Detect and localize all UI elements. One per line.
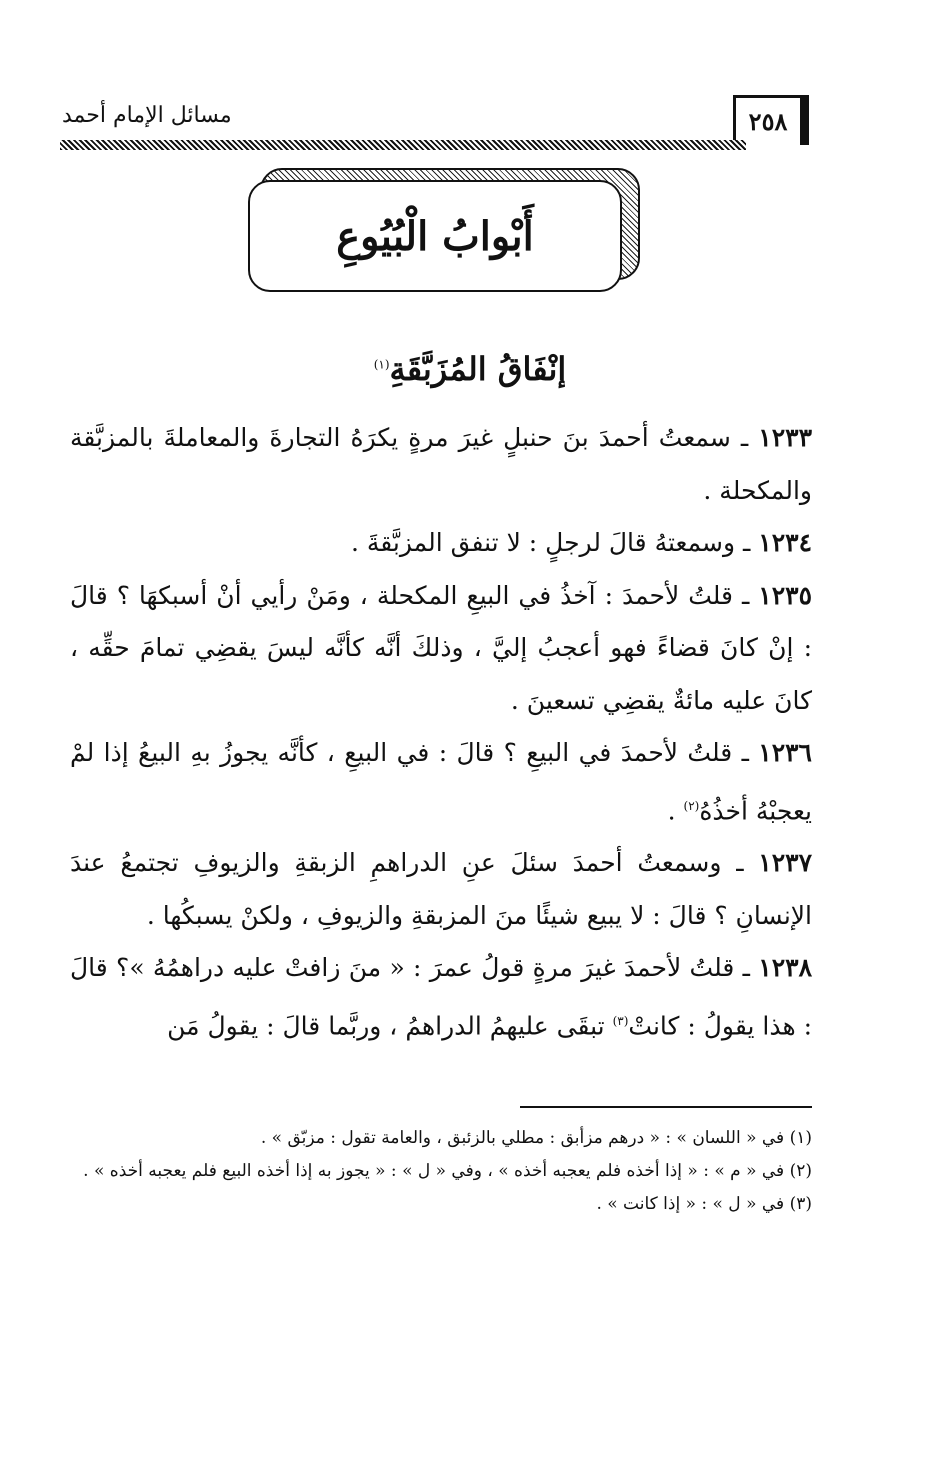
paragraph-text: ـ سمعتُ أحمدَ بنَ حنبلٍ غيرَ مرةٍ يكرَهُ التجارةَ والمعاملةَ بالمزبَّقة والمكحلة .	[70, 423, 812, 505]
footnotes	[78, 1122, 812, 1221]
paragraph-1235	[70, 570, 812, 728]
footnote-ref-3: (٣)	[612, 1013, 629, 1028]
paragraph-1238	[70, 942, 812, 1052]
running-title: مسائل الإمام أحمد	[62, 103, 232, 128]
footnote-1: (١) في « اللسان » : « درهم مزأبق : مطلي بالزئبق ، والعامة تقول : مزبّق » .	[260, 1128, 812, 1148]
chapter-title: أَبْوابُ الْبُيُوعِ	[248, 180, 622, 292]
section-title	[300, 350, 640, 388]
entry-number: ١٢٣٧	[758, 848, 812, 878]
footnote-ref-2: (٢)	[683, 798, 700, 813]
page-number: ٢٥٨	[733, 95, 803, 145]
paragraph-1233	[70, 412, 812, 517]
paragraph-1236	[70, 727, 812, 837]
footnote-3: (٣) في « ل » : « إذا كانت » .	[596, 1194, 812, 1214]
entry-number: ١٢٣٦	[758, 738, 812, 767]
paragraph-1234	[70, 517, 812, 570]
paragraph-text: ـ قلتُ لأحمدَ : آخذُ في البيعِ المكحلة ، ومَنْ رأيي أنْ أسبكهَا ؟ قالَ : إنْ كانَ قضاءً فهو أعجبُ إليَّ ، وذلكَ أنَّه كأنَّه ليسَ يقضِي تمامَ حقِّه ، كانَ عليه مائةٌ يقضِي تسعينَ .	[70, 580, 812, 715]
paragraph-text: ـ قلتُ لأحمدَ في البيعِ ؟ قالَ : في البيعِ ، كأنَّه يجوزُ بهِ البيعُ إذا لمْ يعجبْهُ أخذُهُ	[70, 738, 812, 825]
footnote-ref-1: (١)	[373, 357, 390, 372]
entry-number: ١٢٣٣	[758, 423, 812, 452]
paragraph-1237	[70, 837, 812, 942]
footnote-2: (٢) في « م » : « إذا أخذه فلم يعجبه أخذه » ، وفي « ل » : « يجوز به إذا أخذه البيع فلم يعجبه أخذه » .	[83, 1161, 812, 1181]
paragraph-text-end: تبقَى عليهمُ الدراهمُ ، وربَّما قالَ : يقولُ مَن	[167, 1011, 613, 1041]
paragraph-text: ـ وسمعتهُ قالَ لرجلٍ : لا تنفق المزبَّقةَ .	[350, 528, 751, 557]
paragraph-text: ـ وسمعتُ أحمدَ سئلَ عنِ الدراهمِ الزبقةِ والزيوفِ تجتمعُ عندَ الإنسانِ ؟ قالَ : لا يبيع شيئًا منَ المزبقةِ والزيوفِ ، ولكنْ يسبكُها .	[70, 848, 812, 930]
entry-number: ١٢٣٥	[758, 580, 812, 610]
section-title-text: إنْفَاقُ المُزَبَّقَةِ	[389, 350, 567, 388]
footnote-separator	[520, 1106, 812, 1108]
entry-number: ١٢٣٨	[758, 953, 812, 983]
paragraph-text: ـ قلتُ لأحمدَ غيرَ مرةٍ قولُ عمرَ : « منَ زافتْ عليه دراهمُهُ »؟ قالَ : هذا يقولُ : كانتْ	[70, 953, 812, 1041]
paragraph-text-end: .	[667, 795, 684, 825]
entry-number: ١٢٣٤	[758, 528, 812, 557]
body-text	[70, 412, 812, 1053]
header-rule	[60, 140, 746, 150]
chapter-title-frame	[248, 168, 636, 290]
